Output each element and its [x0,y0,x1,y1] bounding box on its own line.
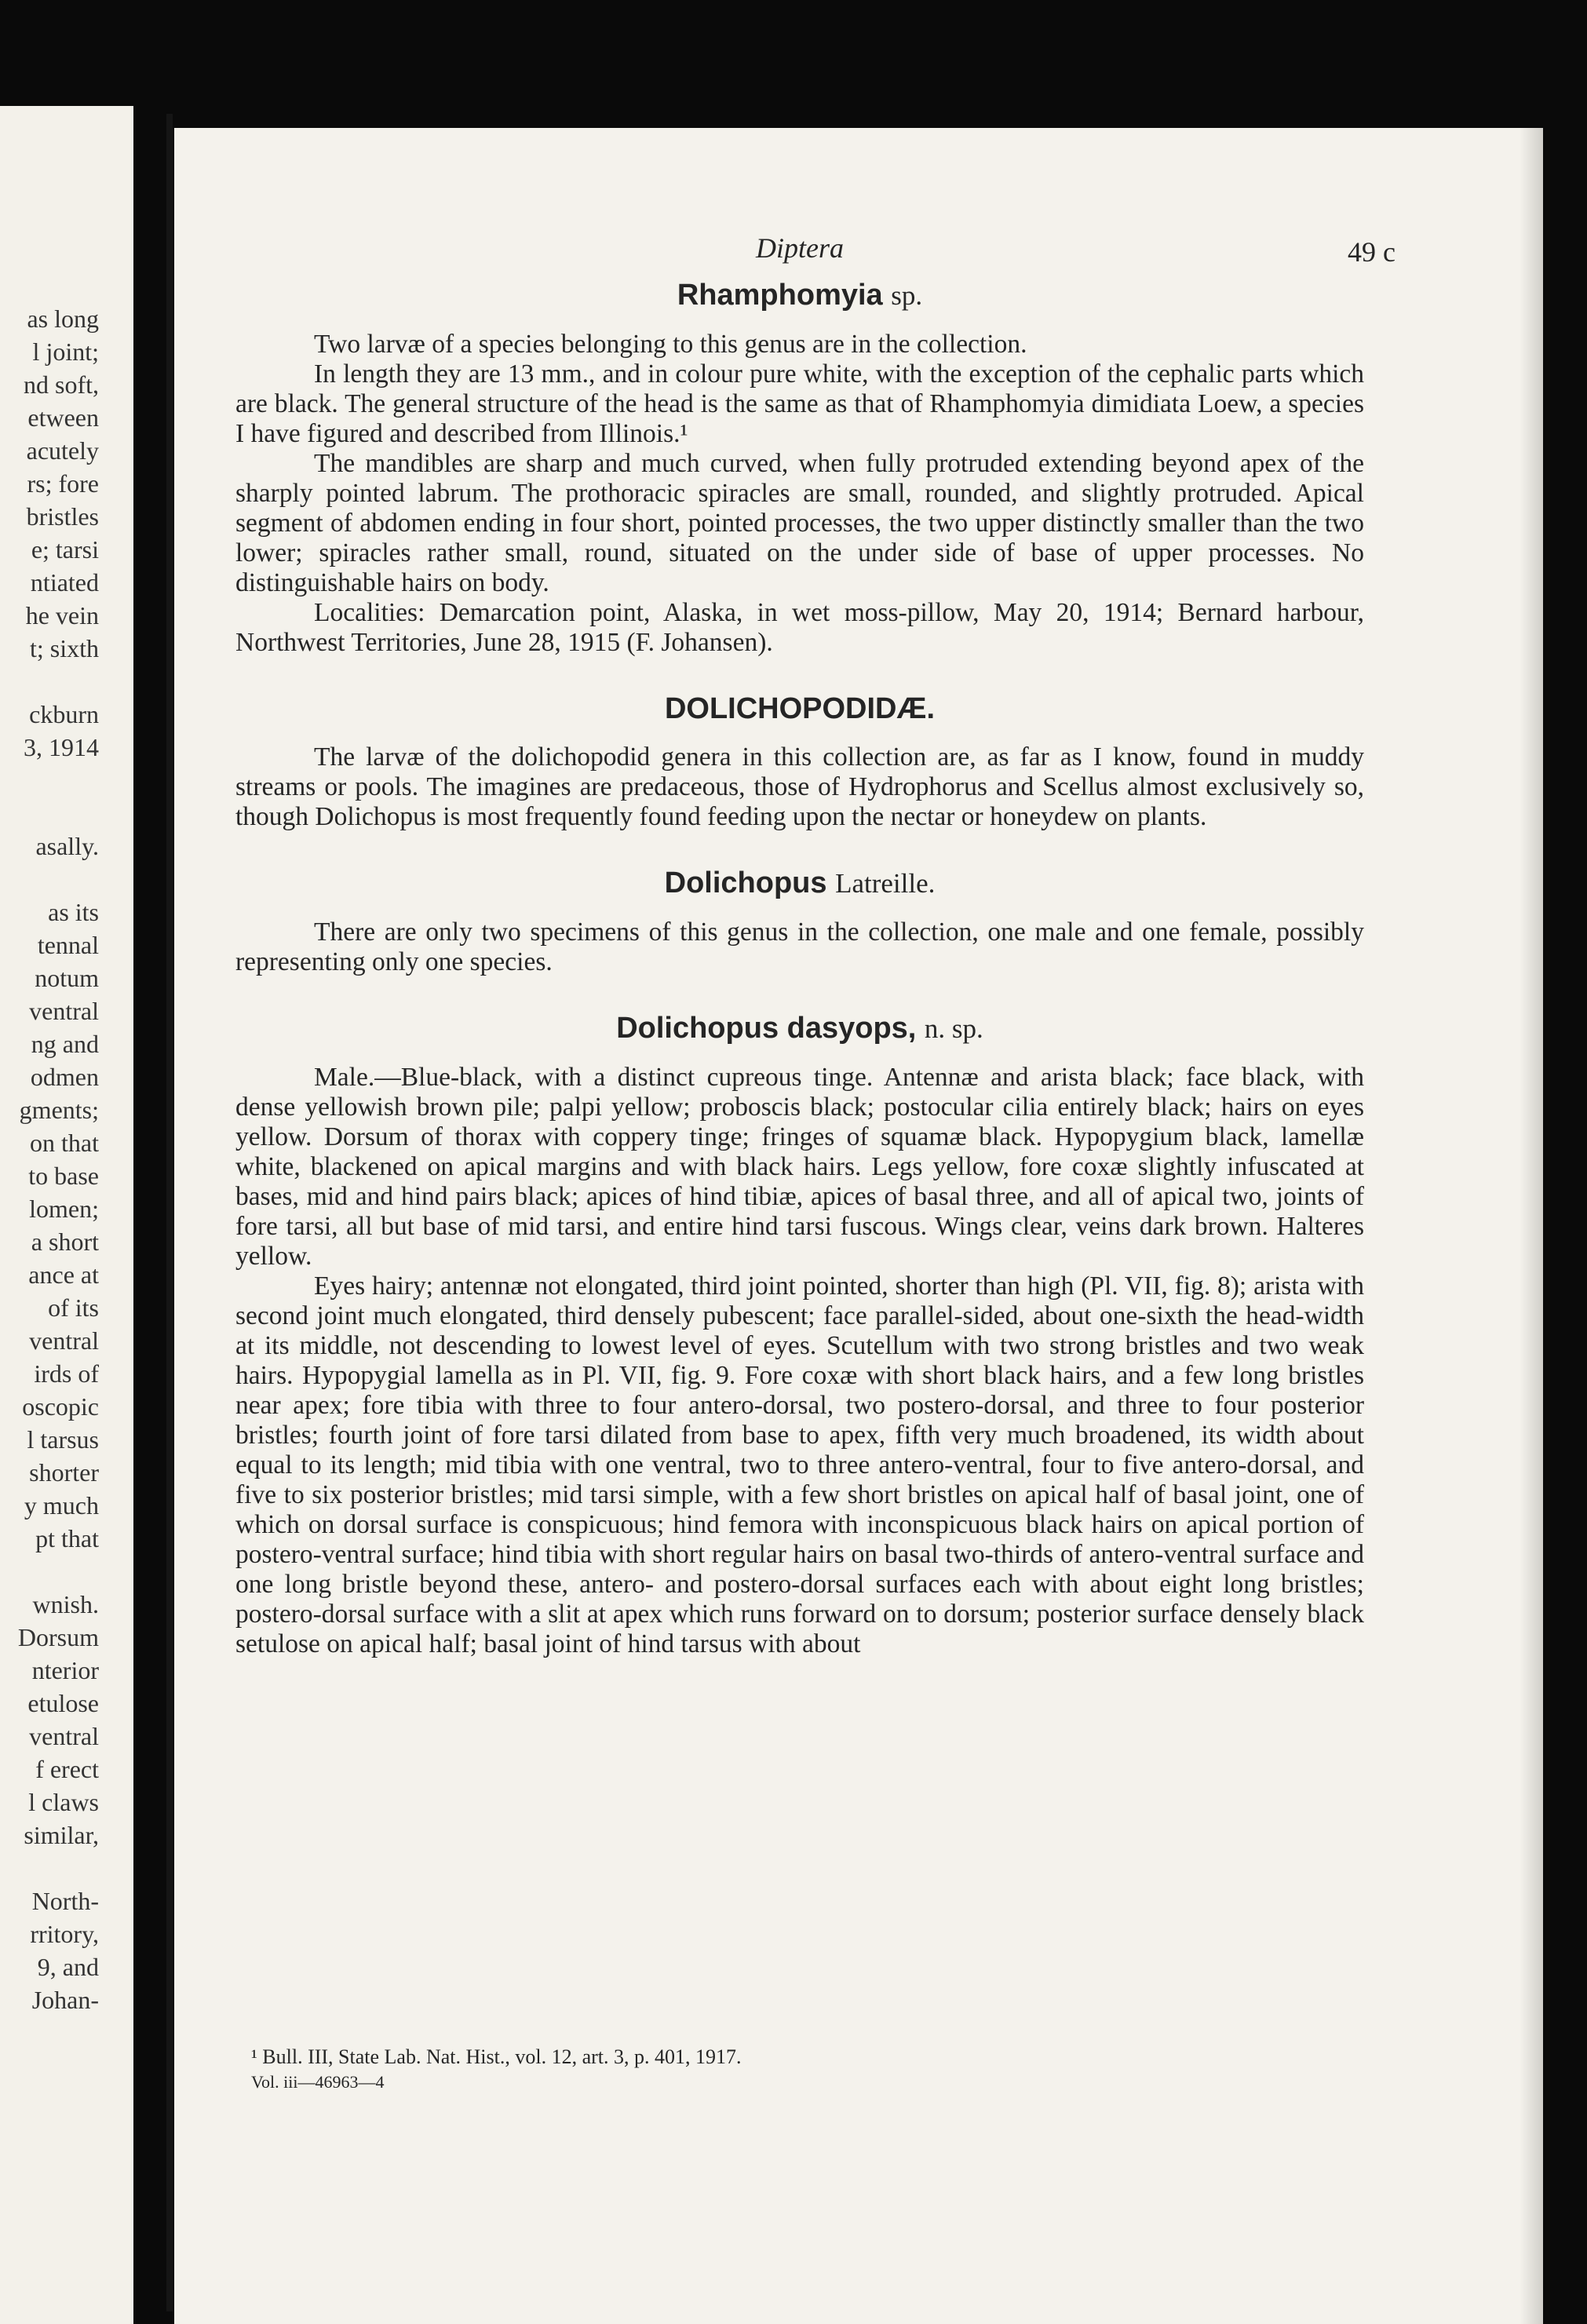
fragment-line: ng and [31,1030,99,1058]
fragment-line: 9, and [37,1953,99,1981]
fragment-line: pt that [35,1524,99,1552]
previous-page-fragment [0,106,133,2324]
fragment-line: y much [24,1491,99,1520]
fragment-line: f erect [35,1755,99,1783]
section-heading-dolichopus: Dolichopus Latreille. [664,866,936,899]
fragment-line: asally. [35,832,99,860]
section-heading-rhamphomyia: Rhamphomyia sp. [677,279,923,312]
previous-page-text [0,302,99,2016]
paragraph: Localities: Demarcation point, Alaska, in wet moss-pillow, May 20, 1914; Bernard harbour, Northwest Territories, June 28, 1915 (F. Johansen). [235,598,1364,657]
fragment-line: l claws [28,1788,99,1816]
fragment-line: rs; fore [27,469,99,498]
fragment-line [0,1555,99,1588]
paragraph: Eyes hairy; antennæ not elongated, third joint pointed, shorter than high (Pl. VII, fig. 8); arista with second joint much elongated, third densely pubescent; face parallel-sided, about one-sixth the head-width at its middle, not descending to lowest level of eyes. Scutellum with two strong bristles and two weak hairs. Hypopygial lamella as in Pl. VII, fig. 9. Fore coxæ with short black hairs, and a few long bristles near apex; fore tibia with three to four antero-dorsal, two postero-dorsal, and three to four posterior bristles; fourth joint of fore tarsi dilated from base to apex, fifth very much broadened, its width about equal to its length; mid tibia with one ventral, two to three antero-ventral, four to five antero-dorsal, and five to six posterior bristles; mid tarsi simple, with a few short bristles on apical half of basal joint, one of which on dorsal surface is conspicuous; hind femora with inconspicuous black hairs on apical portion of postero-ventral surface; hind tibia with short regular hairs on basal two-thirds of antero-ventral surface and one long bristle beyond these, antero- and postero-dorsal surfaces each with about eight long bristles; postero-dorsal surface with a slit at apex which runs forward on to dorsum; posterior surface densely black setulose on apical half; basal joint of hind tarsus with about [235,1271,1364,1658]
signature-mark: Vol. iii—46963—4 [251,2072,385,2092]
fragment-line: l tarsus [27,1425,99,1454]
document-page [174,128,1543,2324]
fragment-line: l joint; [32,337,99,366]
fragment-line: 3, 1914 [24,733,99,761]
fragment-line: as long [27,305,99,333]
paragraph: There are only two specimens of this genus in the collection, one male and one female, possibly representing only one species. [235,918,1364,976]
fragment-line [0,863,99,896]
fragment-line: ventral [29,997,99,1025]
fragment-line: t; sixth [29,634,99,662]
fragment-line: North- [31,1887,99,1915]
fragment-line: to base [28,1162,99,1190]
paragraph: In length they are 13 mm., and in colour pure white, with the exception of the cephalic parts which are black. The general structure of the head is the same as that of Rhamphomyia dimidiata Loew, a species I have figured and described from Illinois.¹ [235,359,1364,448]
fragment-line: rritory, [30,1920,99,1948]
section-heading-dolichopus-dasyops: Dolichopus dasyops, n. sp. [616,1012,983,1045]
fragment-line: ckburn [29,700,99,728]
fragment-line: notum [35,964,99,992]
fragment-line [0,1852,99,1884]
paragraph: Male.—Blue-black, with a distinct cupreous tinge. Antennæ and arista black; face black, with dense yellowish brown pile; palpi yellow; proboscis black; postocular cilia entirely black; hairs on eyes yellow. Dorsum of thorax with coppery tinge; fringes of squamæ black. Hypopygium black, lamellæ white, blackened on apical margins and with black hairs. Legs yellow, fore coxæ slightly infuscated at bases, mid and hind pairs black; apices of hind tibiæ, apices of basal three, and all of apical two, joints of fore tarsi, all but base of mid tarsi, and entire hind tarsi fuscous. Wings clear, veins dark brown. Halteres yellow. [235,1063,1364,1271]
fragment-line: ventral [29,1326,99,1355]
fragment-line: a short [31,1228,99,1256]
fragment-line: lomen; [29,1195,99,1223]
fragment-line: shorter [29,1458,99,1487]
fragment-line: etween [27,403,99,432]
fragment-line: as its [48,898,99,926]
fragment-line [0,797,99,830]
paragraph: The mandibles are sharp and much curved, when fully protruded extending beyond apex of the sharply pointed labrum. The prothoracic spiracles are small, rounded, and slightly protruded. Apical segment of abdomen ending in four short, pointed processes, the two upper distinctly smaller than the two lower; spiracles rather small, round, situated on the under side of base of upper processes. No distinguishable hairs on body. [235,449,1364,597]
fragment-line: of its [48,1293,99,1322]
fragment-line: ance at [28,1261,99,1289]
fragment-line: ventral [29,1722,99,1750]
fragment-line: etulose [27,1689,99,1717]
fragment-line: irds of [34,1359,99,1388]
fragment-line: wnish. [32,1590,99,1618]
fragment-line: he vein [25,601,99,629]
fragment-line: Johan- [31,1986,99,2014]
fragment-line [0,665,99,698]
footnote: ¹ Bull. III, State Lab. Nat. Hist., vol. 12, art. 3, p. 401, 1917. [251,2045,742,2068]
fragment-line: e; tarsi [31,535,99,564]
fragment-line: gments; [19,1096,99,1124]
fragment-line: bristles [26,502,99,531]
fragment-line: tennal [37,931,99,959]
fragment-line: oscopic [22,1392,99,1421]
fragment-line: similar, [24,1821,99,1849]
page-number: 49 c [1348,236,1395,268]
section-heading-dolichopodidae: DOLICHOPODIDÆ. [664,692,936,725]
running-head [235,230,1395,268]
fragment-line [0,764,99,797]
fragment-line: Dorsum [17,1623,99,1651]
page-gutter [166,114,173,2311]
fragment-line: ntiated [30,568,99,597]
fragment-line: acutely [26,436,99,465]
paragraph: The larvæ of the dolichopodid genera in this collection are, as far as I know, found in muddy streams or pools. The imagines are predaceous, those of Hydrophorus and Scellus almost exclusively so, though Dolichopus is most frequently found feeding upon the nectar or honeydew on plants. [235,742,1364,831]
paragraph: Two larvæ of a species belonging to this genus are in the collection. [314,330,1027,359]
fragment-line: on that [30,1129,99,1157]
fragment-line: odmen [30,1063,99,1091]
running-head-title: Diptera [756,232,844,264]
fragment-line: nd soft, [24,370,99,399]
page-content [235,230,1395,1659]
footnote-block [251,2045,742,2095]
fragment-line: nterior [31,1656,99,1684]
